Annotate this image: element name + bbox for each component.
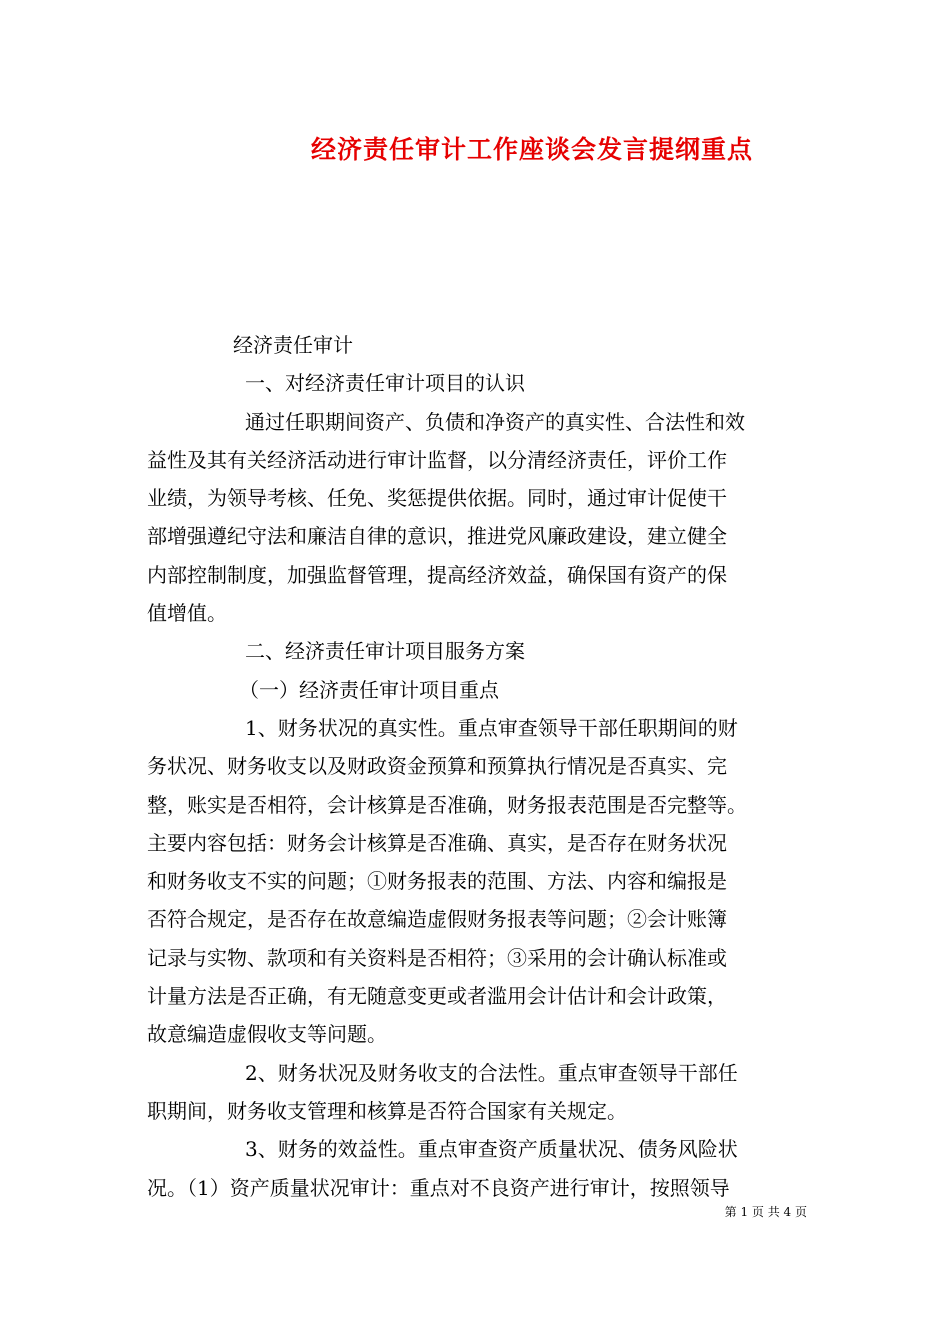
paragraph-line: 故意编造虚假收支等问题。 — [147, 1022, 387, 1047]
paragraph-line: 益性及其有关经济活动进行审计监督，以分清经济责任，评价工作 — [147, 447, 727, 472]
paragraph-line: 职期间，财务收支管理和核算是否符合国家有关规定。 — [147, 1098, 627, 1123]
section-heading: 二、经济责任审计项目服务方案 — [245, 639, 525, 664]
paragraph-line: 主要内容包括：财务会计核算是否准确、真实，是否存在财务状况 — [147, 830, 727, 855]
paragraph-line: 1、财务状况的真实性。重点审查领导干部任职期间的财 — [245, 715, 738, 740]
section-heading: 一、对经济责任审计项目的认识 — [245, 371, 525, 396]
paragraph-line: 值增值。 — [147, 601, 227, 626]
subsection-heading: （一）经济责任审计项目重点 — [239, 677, 499, 702]
page-number: 第 1 页 共 4 页 — [724, 1205, 807, 1219]
paragraph-line: 务状况、财务收支以及财政资金预算和预算执行情况是否真实、完 — [147, 754, 727, 779]
paragraph-line: 业绩，为领导考核、任免、奖惩提供依据。同时，通过审计促使干 — [147, 486, 727, 511]
paragraph-line: 整，账实是否相符，会计核算是否准确，财务报表范围是否完整等。 — [147, 792, 747, 817]
paragraph-line: 3、财务的效益性。重点审查资产质量状况、债务风险状 — [245, 1137, 738, 1162]
paragraph-line: 2、财务状况及财务收支的合法性。重点审查领导干部任 — [245, 1060, 738, 1085]
paragraph-line: 内部控制制度，加强监督管理，提高经济效益，确保国有资产的保 — [147, 562, 727, 587]
paragraph-line: 计量方法是否正确，有无随意变更或者滥用会计估计和会计政策， — [147, 984, 727, 1009]
paragraph-line: 否符合规定，是否存在故意编造虚假财务报表等问题；②会计账簿 — [147, 907, 727, 932]
paragraph-line: 和财务收支不实的问题；①财务报表的范围、方法、内容和编报是 — [147, 869, 727, 894]
paragraph-line: 通过任职期间资产、负债和净资产的真实性、合法性和效 — [245, 409, 745, 434]
paragraph-line: 记录与实物、款项和有关资料是否相符；③采用的会计确认标准或 — [147, 945, 727, 970]
paragraph-line: 部增强遵纪守法和廉洁自律的意识，推进党风廉政建设，建立健全 — [147, 524, 727, 549]
section-heading: 经济责任审计 — [233, 333, 353, 357]
paragraph-line: 况。（1）资产质量状况审计：重点对不良资产进行审计，按照领导 — [147, 1175, 730, 1200]
document-body — [147, 326, 809, 1207]
page-title: 经济责任审计工作座谈会发言提纲重点 — [310, 135, 753, 164]
